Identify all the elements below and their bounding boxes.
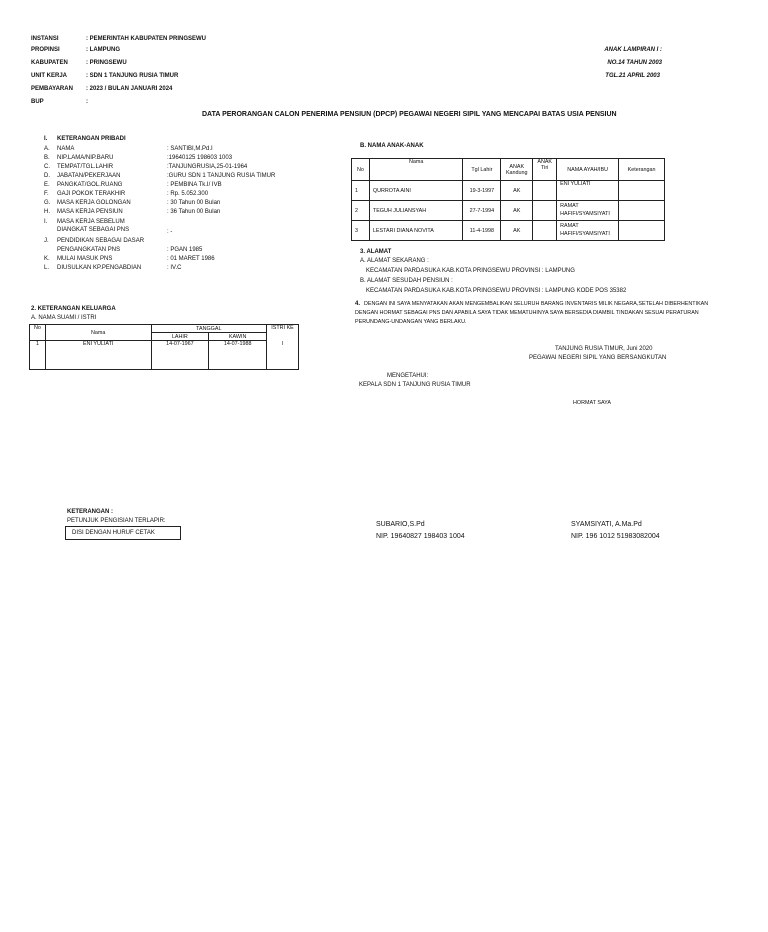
table-row	[352, 221, 665, 241]
personal-label: MULAI MASUK PNS	[57, 256, 113, 262]
personal-label: TEMPAT/TGL.LAHIR	[57, 164, 114, 170]
personal-heading-number: I.	[44, 136, 48, 142]
personal-value: :GURU SDN 1 TANJUNG RUSIA TIMUR	[167, 173, 276, 179]
personal-value: : 30 Tahun 00 Bulan	[167, 200, 221, 206]
child-notes	[619, 181, 665, 201]
child-name: QURROTA AINI	[369, 181, 463, 201]
personal-label: JABATAN/PEKERJAAN	[57, 173, 121, 179]
child-step	[533, 201, 557, 221]
child-step	[533, 221, 557, 241]
children-header-tgl-lahir: Tgl Lahir	[463, 159, 501, 181]
child-no: 3	[352, 221, 370, 241]
personal-letter: B.	[44, 155, 50, 161]
statement-line-3: PERUNDANG-UNDANGAN YANG BERLAKU.	[355, 319, 467, 325]
spouse-header-nama: Nama	[45, 325, 151, 341]
statement-number: 4.	[355, 301, 361, 307]
personal-letter: G.	[44, 200, 51, 206]
child-birth-date: 11-4-1998	[463, 221, 501, 241]
child-biological: AK	[501, 221, 533, 241]
personal-value: : PGAN 1985	[167, 247, 203, 253]
personal-label: DIUSULKAN KP.PENGABDIAN	[57, 265, 142, 271]
annex-date: TGL.21 APRIL 2003	[605, 73, 660, 79]
personal-letter: K.	[44, 256, 50, 262]
header-value-propinsi: : LAMPUNG	[86, 47, 120, 53]
personal-label: MASA KERJA GOLONGAN	[57, 200, 131, 206]
table-row	[352, 181, 665, 201]
spouse-header-istri-ke: ISTRI KE	[267, 325, 299, 341]
children-header-no: No	[352, 159, 370, 181]
address-current: KECAMATAN PARDASUKA KAB.KOTA PRINGSEWU PROVINSI : LAMPUNG	[366, 268, 575, 274]
spouse-table	[29, 324, 299, 370]
statement-line-2: DENGAN HORMAT SEBAGAI PNS DAN APABILA SAYA TIDAK MEMATUHINYA SAYA BERSEDIA DIAMBIL TINDAKAN SESUAI PERATURAN	[355, 310, 699, 316]
family-subheading: A. NAMA SUAMI / ISTRI	[31, 315, 97, 321]
header-value-unit-kerja: : SDN 1 TANJUNG RUSIA TIMUR	[86, 73, 179, 79]
acknowledged-label: MENGETAHUI:	[387, 373, 429, 379]
child-birth-date: 19-3-1997	[463, 181, 501, 201]
personal-letter: A.	[44, 146, 50, 152]
header-label-unit-kerja: UNIT KERJA	[31, 73, 68, 79]
child-birth-date: 27-7-1994	[463, 201, 501, 221]
children-header-anak-kandung: ANAK Kandung	[501, 159, 533, 181]
header-value-instansi: : PEMERINTAH KABUPATEN PRINGSEWU	[86, 36, 206, 42]
signature-right-nip: NIP. 196 1012 51983082004	[571, 533, 660, 540]
children-table	[351, 158, 665, 241]
header-value-pembayaran: : 2023 / BULAN JANUARI 2024	[86, 86, 173, 92]
regards-label: HORMAT SAYA	[573, 400, 611, 406]
personal-value: : PEMBINA Tk.I/ IVB	[167, 182, 222, 188]
personal-letter: C.	[44, 164, 50, 170]
children-heading: B. NAMA ANAK-ANAK	[360, 143, 424, 149]
annex-label: ANAK LAMPIRAN I :	[604, 47, 662, 53]
spouse-header-tanggal: TANGGAL	[151, 325, 267, 333]
signature-left-name: SUBARIO,S.Pd	[376, 521, 425, 528]
personal-value: : 36 Tahun 00 Bulan	[167, 209, 221, 215]
address-after: KECAMATAN PARDASUKA KAB.KOTA PRINGSEWU PROVINSI : LAMPUNG KODE POS 35382	[366, 288, 627, 294]
notes-box	[65, 526, 181, 540]
signature-right-name: SYAMSIYATI, A.Ma.Pd	[571, 521, 642, 528]
personal-value: :TANJUNGRUSIA,25-01-1964	[167, 164, 248, 170]
header-label-kabupaten: KABUPATEN	[31, 60, 68, 66]
header-label-instansi: INSTANSI	[31, 36, 59, 42]
personal-letter: D.	[44, 173, 50, 179]
signature-left-nip: NIP. 19640827 198403 1004	[376, 533, 465, 540]
personal-letter: J.	[44, 238, 49, 244]
child-biological: AK	[501, 201, 533, 221]
signer-role: PEGAWAI NEGERI SIPIL YANG BERSANGKUTAN	[529, 355, 667, 361]
personal-value: : Rp. 5.052.300	[167, 191, 209, 197]
personal-label: GAJI POKOK TERAKHIR	[57, 191, 126, 197]
personal-letter: E.	[44, 182, 50, 188]
personal-value: : IV.C	[167, 265, 182, 271]
personal-letter: I.	[44, 219, 48, 225]
personal-heading: KETERANGAN PRIBADI	[57, 136, 126, 142]
child-parents: RAMAT HAFIFI/SYAMSIYATI	[557, 221, 619, 241]
child-no: 1	[352, 181, 370, 201]
personal-value: : SANTIBI,M.Pd.I	[167, 146, 213, 152]
personal-letter: F.	[44, 191, 49, 197]
children-header-keterangan: Keterangan	[619, 159, 665, 181]
address-after-label: B. ALAMAT SESUDAH PENSIUN :	[360, 278, 453, 284]
child-no: 2	[352, 201, 370, 221]
spouse-header-kawin: KAWIN	[209, 333, 267, 341]
personal-value: :19640125 198603 1003	[167, 155, 233, 161]
address-current-label: A. ALAMAT SEKARANG :	[360, 258, 429, 264]
address-heading: 3. ALAMAT	[360, 249, 392, 255]
personal-label-cont: DIANGKAT SEBAGAI PNS	[57, 227, 130, 233]
child-name: LESTARI DIANA NOVITA	[369, 221, 463, 241]
header-label-pembayaran: PEMBAYARAN	[31, 86, 73, 92]
table-row	[30, 341, 299, 370]
child-notes	[619, 201, 665, 221]
document-title: DATA PERORANGAN CALON PENERIMA PENSIUN (DPCP) PEGAWAI NEGERI SIPIL YANG MENCAPAI BATAS USIA PENSIUN	[202, 111, 617, 118]
personal-value: : -	[167, 229, 173, 235]
children-header-nama: Nama	[369, 159, 463, 181]
family-heading: 2. KETERANGAN KELUARGA	[31, 306, 116, 312]
spouse-order: I	[267, 341, 299, 370]
personal-label: NAMA	[57, 146, 75, 152]
spouse-marriage-date: 14-07-1988	[209, 341, 267, 370]
spouse-name: ENI YULIATI	[45, 341, 151, 370]
personal-label-cont: PENGANGKATAN PNS	[57, 247, 121, 253]
personal-value: : 01 MARET 1986	[167, 256, 215, 262]
personal-letter: L.	[44, 265, 50, 271]
child-notes	[619, 221, 665, 241]
notes-box-text: DISI DENGAN HURUF CETAK	[72, 530, 155, 536]
child-biological: AK	[501, 181, 533, 201]
header-value-kabupaten: : PRINGSEWU	[86, 60, 127, 66]
place-date: TANJUNG RUSIA TIMUR, Juni 2020	[555, 346, 653, 352]
personal-label: MASA KERJA SEBELUM	[57, 219, 125, 225]
child-name: TEGUH JULIANSYAH	[369, 201, 463, 221]
header-label-bup: BUP	[31, 99, 44, 105]
spouse-no: 1	[30, 341, 46, 370]
personal-letter: H.	[44, 209, 50, 215]
personal-label: NIP.LAMA/NIP.BARU	[57, 155, 114, 161]
header-label-propinsi: PROPINSI	[31, 47, 60, 53]
personal-label: PANGKAT/GOL.RUANG	[57, 182, 123, 188]
spouse-birth-date: 14-07-1967	[151, 341, 209, 370]
child-parents: RAMAT HAFIFI/SYAMSIYATI	[557, 201, 619, 221]
table-row	[352, 201, 665, 221]
child-step	[533, 181, 557, 201]
annex-number: NO.14 TAHUN 2003	[607, 60, 662, 66]
statement-line-1: DENGAN INI SAYA MENYATAKAN AKAN MENGEMBALIKAN SELURUH BARANG INVENTARIS MILIK NEGARA,SETELAH DIBERHENTIKAN	[364, 301, 709, 307]
child-parents: ENI YULIATI	[557, 181, 619, 201]
spouse-header-no: No	[30, 325, 46, 341]
header-value-bup: :	[86, 99, 88, 105]
children-header-anak-tiri: ANAK Tiri	[533, 159, 557, 181]
spouse-header-lahir: LAHIR	[151, 333, 209, 341]
personal-label: PENDIDIKAN SEBAGAI DASAR	[57, 238, 145, 244]
notes-instructions: PETUNJUK PENGISIAN TERLAPIR:	[67, 518, 166, 524]
personal-label: MASA KERJA PENSIUN	[57, 209, 123, 215]
notes-heading: KETERANGAN :	[67, 509, 113, 515]
principal-title: KEPALA SDN 1 TANJUNG RUSIA TIMUR	[359, 382, 471, 388]
children-header-nama-ayah-ibu: NAMA AYAH/IBU	[557, 159, 619, 181]
